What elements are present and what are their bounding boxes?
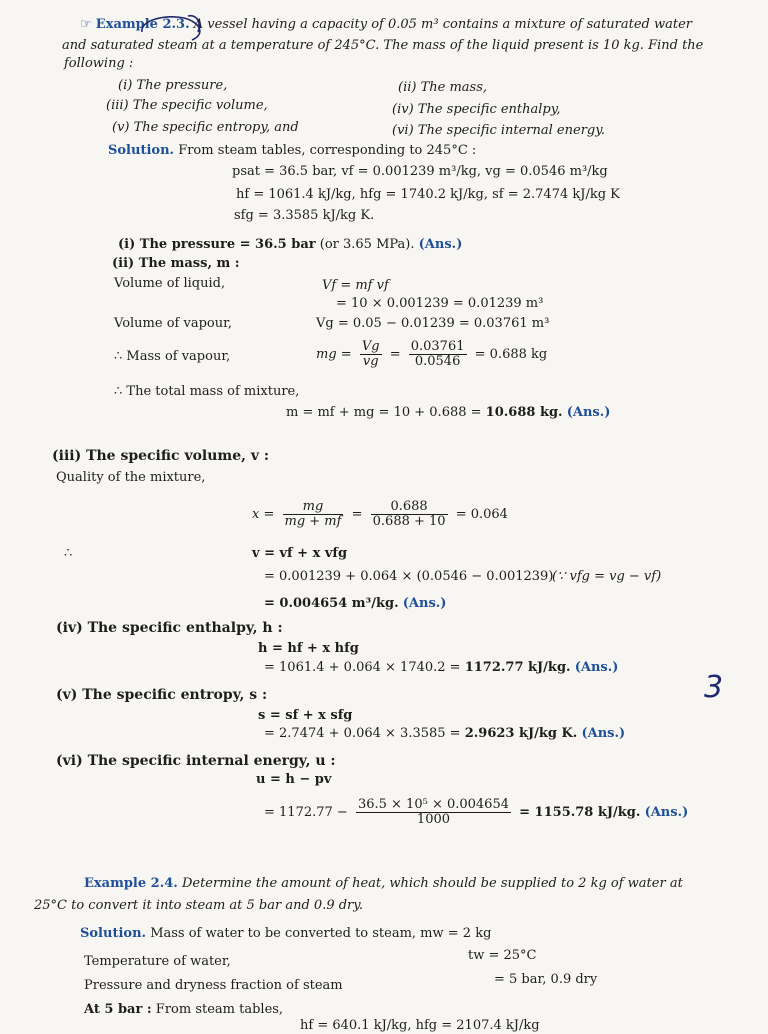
answer-tag: (Ans.)	[574, 660, 619, 675]
quality-value-fraction	[371, 500, 448, 529]
specific-enthalpy-eq-1: h = hf + x hfg	[258, 641, 359, 656]
pressure-result	[118, 237, 462, 253]
equals-sign: =	[351, 507, 363, 522]
specific-volume-heading: (iii) The specific volume, v :	[52, 448, 270, 464]
cut-off-line: hf = 640.1 kJ/kg, hfg = 2107.4 kJ/kg	[300, 1018, 540, 1033]
pressure-dryness-label: Pressure and dryness fraction of steam	[84, 978, 343, 993]
handwritten-side-mark: 3	[704, 670, 724, 705]
volume-liquid-eq-1: Vf = mf vf	[322, 278, 389, 293]
example-2-3-question-1: A vessel having a capacity of 0.05 m³ contains a mixture of saturated water	[193, 17, 692, 32]
option-v: (v) The specific entropy, and	[112, 120, 299, 135]
example-2-3-question-3: following :	[64, 56, 134, 71]
steam-table-line-1: psat = 36.5 bar, vf = 0.001239 m³/kg, vg = 0.0546 m³/kg	[232, 164, 608, 179]
specific-volume-value: = 0.004654 m³/kg.	[264, 596, 399, 611]
example-2-4-solution-label: Solution.	[80, 926, 147, 941]
fraction-denominator: mg + mf	[284, 514, 342, 529]
quality-eq	[252, 500, 508, 529]
therefore-symbol: ∴	[64, 546, 73, 561]
fraction-numerator: 0.03761	[410, 339, 465, 354]
specific-enthalpy-value: 1172.77 kJ/kg.	[464, 660, 571, 675]
example-2-4-solution-line	[80, 926, 491, 942]
fraction-denominator: 0.0546	[414, 354, 461, 369]
specific-entropy-eq-1: s = sf + x sfg	[258, 708, 353, 723]
fraction-numerator: mg	[283, 500, 344, 515]
volume-vapour-label: Volume of vapour,	[114, 316, 233, 331]
equals-sign: =	[389, 347, 401, 362]
answer-tag: (Ans.)	[644, 805, 689, 820]
fraction-numerator: Vg	[361, 339, 380, 354]
option-iii: (iii) The specific volume,	[106, 98, 268, 113]
pointing-hand-icon: ☞	[80, 17, 92, 32]
specific-entropy-value: 2.9623 kJ/kg K.	[464, 726, 578, 741]
answer-tag: (Ans.)	[402, 596, 447, 611]
answer-tag: (Ans.)	[418, 237, 463, 252]
internal-energy-heading: (vi) The specific internal energy, u :	[56, 753, 336, 769]
vapour-volume-fraction	[360, 340, 382, 369]
volume-liquid-label: Volume of liquid,	[114, 276, 226, 291]
specific-volume-eq-1: v = vf + x vfg	[252, 546, 348, 561]
quality-symbol-fraction	[283, 500, 344, 529]
at-5-bar-text: From steam tables,	[155, 1002, 284, 1017]
volume-vapour-eq: Vg = 0.05 − 0.01239 = 0.03761 m³	[316, 316, 550, 331]
mass-vapour-label: ∴ Mass of vapour,	[114, 349, 231, 364]
specific-entropy-heading: (v) The specific entropy, s :	[56, 687, 268, 703]
example-2-4-question-1: Determine the amount of heat, which should be supplied to 2 kg of water at	[181, 876, 683, 891]
specific-entropy-expr: = 2.7474 + 0.064 × 3.3585 =	[264, 726, 461, 741]
example-2-4-solution-text: Mass of water to be converted to steam, mw = 2 kg	[150, 926, 492, 941]
example-2-4-question-2: 25°C to convert it into steam at 5 bar and 0.9 dry.	[34, 898, 364, 913]
solution-line	[108, 143, 476, 159]
mass-vapour-lhs: mg =	[316, 347, 352, 362]
internal-energy-eq-1: u = h − pv	[256, 772, 332, 787]
total-mass-expr: m = mf + mg = 10 + 0.688 =	[286, 405, 482, 420]
pressure-heading: (i) The pressure = 36.5 bar	[118, 237, 316, 252]
example-2-4-line-1	[84, 876, 683, 892]
pressure-mpa: (or 3.65 MPa).	[319, 237, 415, 252]
specific-entropy-eq-2	[264, 726, 625, 742]
quality-lhs: x =	[252, 507, 275, 522]
specific-enthalpy-heading: (iv) The specific enthalpy, h :	[56, 620, 283, 636]
example-2-3-label: Example 2.3.	[95, 17, 190, 32]
fraction-numerator: 36.5 × 10⁵ × 0.004654	[357, 797, 509, 812]
mass-heading: (ii) The mass, m :	[112, 256, 240, 271]
fraction-denominator: 1000	[416, 812, 451, 827]
internal-energy-value: = 1155.78 kJ/kg.	[519, 805, 641, 820]
specific-volume-eq-2: = 0.001239 + 0.064 × (0.0546 − 0.001239)	[264, 569, 554, 584]
answer-tag: (Ans.)	[566, 405, 611, 420]
example-2-4-label: Example 2.4.	[84, 876, 178, 891]
answer-tag: (Ans.)	[581, 726, 626, 741]
example-2-3-question-2: and saturated steam at a temperature of 245°C. The mass of the liquid present is 10 kg. Find the	[62, 38, 704, 53]
internal-energy-fraction	[356, 798, 511, 827]
pressure-dryness-value: = 5 bar, 0.9 dry	[494, 972, 598, 987]
internal-energy-eq-2	[264, 798, 688, 827]
specific-enthalpy-expr: = 1061.4 + 0.064 × 1740.2 =	[264, 660, 461, 675]
mass-vapour-result: = 0.688 kg	[474, 347, 548, 362]
specific-volume-note: (∵ vfg = vg − vf)	[552, 569, 662, 584]
option-iv: (iv) The specific enthalpy,	[392, 102, 561, 117]
fraction-numerator: 0.688	[371, 500, 448, 515]
mass-vapour-eq	[316, 340, 547, 369]
specific-enthalpy-eq-2	[264, 660, 618, 676]
solution-label: Solution.	[108, 143, 175, 158]
total-mass-eq	[286, 405, 610, 421]
fraction-denominator: vg	[362, 354, 379, 369]
handwritten-circle-annotation	[136, 12, 216, 46]
total-mass-result: 10.688 kg.	[485, 405, 563, 420]
quality-label: Quality of the mixture,	[56, 470, 206, 485]
total-mass-label: ∴ The total mass of mixture,	[114, 384, 300, 399]
internal-energy-expr: = 1172.77 −	[264, 805, 348, 820]
solution-text: From steam tables, corresponding to 245°C :	[178, 143, 477, 158]
at-5-bar-heading: At 5 bar :	[84, 1002, 152, 1017]
steam-table-line-2: hf = 1061.4 kJ/kg, hfg = 1740.2 kJ/kg, sf = 2.7474 kJ/kg K	[236, 187, 620, 202]
option-vi: (vi) The specific internal energy.	[392, 123, 605, 138]
option-i: (i) The pressure,	[118, 78, 228, 93]
water-temperature-label: Temperature of water,	[84, 954, 231, 969]
at-5-bar-line	[84, 1002, 283, 1018]
water-temperature-value: tw = 25°C	[468, 948, 537, 963]
option-ii: (ii) The mass,	[398, 80, 488, 95]
volume-liquid-eq-2: = 10 × 0.001239 = 0.01239 m³	[336, 296, 544, 311]
vapour-value-fraction	[409, 340, 467, 369]
steam-table-line-3: sfg = 3.3585 kJ/kg K.	[234, 208, 375, 223]
specific-volume-result	[264, 596, 446, 612]
quality-result: = 0.064	[455, 507, 508, 522]
fraction-denominator: 0.688 + 10	[372, 514, 446, 529]
